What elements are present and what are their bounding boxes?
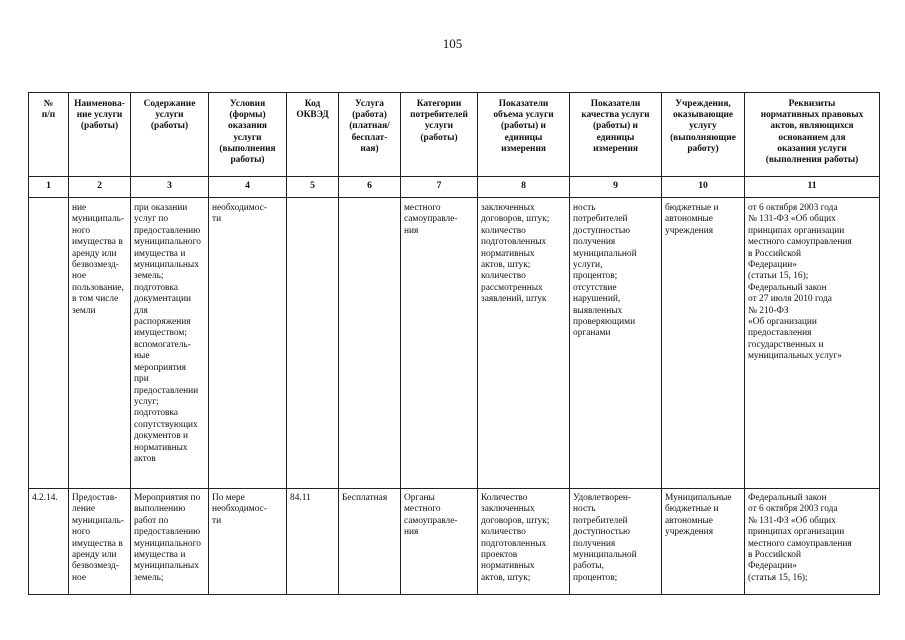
header-cell-content: Содержание услуги (работы) <box>131 93 209 177</box>
column-number-cell: 11 <box>745 177 880 198</box>
table-cell: Органы местного самоуправле- ния <box>401 489 478 595</box>
table-cell <box>339 198 401 489</box>
table-cell: По мере необходимос- ти <box>209 489 287 595</box>
table-cell: Федеральный закон от 6 октября 2003 года № 131-ФЗ «Об общих принципах организации местного самоуправления в Российской Федерации» (статья 15, 16); <box>745 489 880 595</box>
table-cell: местного самоуправле- ния <box>401 198 478 489</box>
header-cell-service-name: Наименова- ние услуги (работы) <box>69 93 131 177</box>
table-cell: Удовлетворен- ность потребителей доступностью получения муниципальной работы, процентов; <box>570 489 662 595</box>
header-cell-legal-acts: Реквизиты нормативных правовых актов, являющихся основанием для оказания услуги (выполнения работы) <box>745 93 880 177</box>
column-number-cell: 6 <box>339 177 401 198</box>
header-cell-number: № п/п <box>29 93 69 177</box>
table-row <box>29 489 880 595</box>
table-cell <box>287 198 339 489</box>
column-number-row <box>29 177 880 198</box>
column-number-cell: 8 <box>478 177 570 198</box>
header-cell-consumers: Категории потребителей услуги (работы) <box>401 93 478 177</box>
table-cell <box>29 198 69 489</box>
column-number-cell: 3 <box>131 177 209 198</box>
services-table <box>28 92 880 595</box>
header-cell-okved: Код ОКВЭД <box>287 93 339 177</box>
column-number-cell: 10 <box>662 177 745 198</box>
table-cell: заключенных договоров, штук; количество подготовленных нормативных актов, штук; количество рассмотренных заявлений, штук <box>478 198 570 489</box>
page-number: 105 <box>442 36 463 51</box>
table-cell: 84.11 <box>287 489 339 595</box>
header-cell-conditions: Условия (формы) оказания услуги (выполнения работы) <box>209 93 287 177</box>
column-number-cell: 7 <box>401 177 478 198</box>
column-number-cell: 9 <box>570 177 662 198</box>
table-cell: при оказании услуг по предоставлению муниципального имущества и муниципальных земель; подготовка документации для распоряжения имуществом; вспомогатель- ные мероприятия при предоставлении услуг; подготовка сопутствующих документов и нормативных актов <box>131 198 209 489</box>
column-number-cell: 1 <box>29 177 69 198</box>
table-cell: ность потребителей доступностью получения муниципальной услуги, процентов; отсутствие нарушений, выявленных проверяющими органами <box>570 198 662 489</box>
column-number-cell: 4 <box>209 177 287 198</box>
header-row <box>29 93 880 177</box>
header-cell-volume-indicators: Показатели объема услуги (работы) и единицы измерения <box>478 93 570 177</box>
table-cell: Предостав- ление муниципаль- ного имущества в аренду или безвозмезд- ное <box>69 489 131 595</box>
table-cell: Мероприятия по выполнению работ по предоставлению муниципального имущества и муниципальных земель; <box>131 489 209 595</box>
table-cell: Муниципальные бюджетные и автономные учреждения <box>662 489 745 595</box>
table-row <box>29 198 880 489</box>
table-cell: 4.2.14. <box>29 489 69 595</box>
table-cell: Бесплатная <box>339 489 401 595</box>
table-cell: от 6 октября 2003 года № 131-ФЗ «Об общих принципах организации местного самоуправления в Российской Федерации» (статьи 15, 16); Федеральный закон от 27 июля 2010 года № 210-ФЗ «Об организации предоставления государственных и муниципальных услуг» <box>745 198 880 489</box>
header-cell-institutions: Учреждения, оказывающие услугу (выполняющие работу) <box>662 93 745 177</box>
table-cell: бюджетные и автономные учреждения <box>662 198 745 489</box>
header-cell-quality-indicators: Показатели качества услуги (работы) и единицы измерения <box>570 93 662 177</box>
table-cell: Количество заключенных договоров, штук; количество подготовленных проектов нормативных актов, штук; <box>478 489 570 595</box>
column-number-cell: 5 <box>287 177 339 198</box>
table-cell: необходимос- ти <box>209 198 287 489</box>
header-cell-paid-free: Услуга (работа) (платная/ бесплат- ная) <box>339 93 401 177</box>
table-cell: ние муниципаль- ного имущества в аренду или безвозмезд- ное пользование, в том числе земли <box>69 198 131 489</box>
column-number-cell: 2 <box>69 177 131 198</box>
